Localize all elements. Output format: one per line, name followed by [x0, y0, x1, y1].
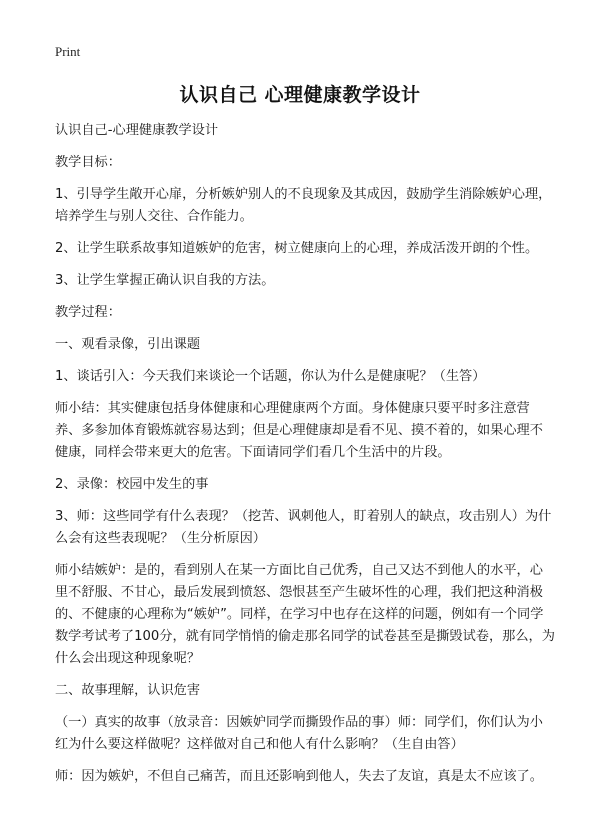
- document-body: [55, 120, 555, 798]
- goal-item: 1、引导学生敞开心扉，分析嫉妒别人的不良现象及其成因，鼓励学生消除嫉妒心理，培养学生与别人交往、合作能力。: [55, 187, 552, 224]
- document-title: 认识自己 心理健康教学设计: [179, 84, 421, 106]
- paragraph: （一）真实的故事（放录音：因嫉妒同学而撕毁作品的事）师：同学们，你们认为小红为什么要这样做呢？这样做对自己和他人有什么影响？（生自由答）: [55, 715, 543, 752]
- print-label: Print: [55, 44, 81, 59]
- paragraph: 3、师：这些同学有什么表现？（挖苦、讽刺他人，盯着别人的缺点，攻击别人）为什么会有这些表现呢？（生分析原因）: [55, 509, 552, 546]
- subtitle-line: 认识自己-心理健康教学设计: [55, 123, 219, 138]
- section-heading-process: 教学过程：: [55, 305, 121, 320]
- goal-item: 2、让学生联系故事知道嫉妒的危害，树立健康向上的心理，养成活泼开朗的个性。: [55, 241, 539, 256]
- paragraph: 师：因为嫉妒，不但自己痛苦，而且还影响到他人，失去了友谊，真是太不应该了。: [55, 769, 543, 784]
- step-heading: 二、故事理解，认识危害: [55, 683, 201, 698]
- step-heading: 一、观看录像，引出课题: [55, 337, 201, 352]
- paragraph: 1、谈话引入：今天我们来谈论一个话题，你认为什么是健康呢？（生答）: [55, 369, 486, 384]
- paragraph: 师小结嫉妒：是的，看到别人在某一方面比自己优秀，自己又达不到他人的水平，心里不舒服、不甘心，最后发展到愤怒、怨恨甚至产生破坏性的心理，我们把这种消极的、不健康的心理称为“嫉妒”。同样，在学习中也存在这样的问题，例如有一个同学数学考试考了100分，就有同学悄悄的偷走那名同学的试卷甚至是撕毁试卷，那么，为什么会出现这种现象呢？: [55, 563, 555, 666]
- paragraph: 师小结：其实健康包括身体健康和心理健康两个方面。身体健康只要平时多注意营养、多参加体育锻炼就容易达到；但是心理健康却是看不见、摸不着的，如果心理不健康，同样会带来更大的危害。下面请同学们看几个生活中的片段。: [55, 401, 543, 460]
- paragraph: 2、录像：校园中发生的事: [55, 477, 209, 492]
- goal-item: 3、让学生掌握正确认识自我的方法。: [55, 273, 275, 288]
- section-heading-goals: 教学目标：: [55, 155, 121, 170]
